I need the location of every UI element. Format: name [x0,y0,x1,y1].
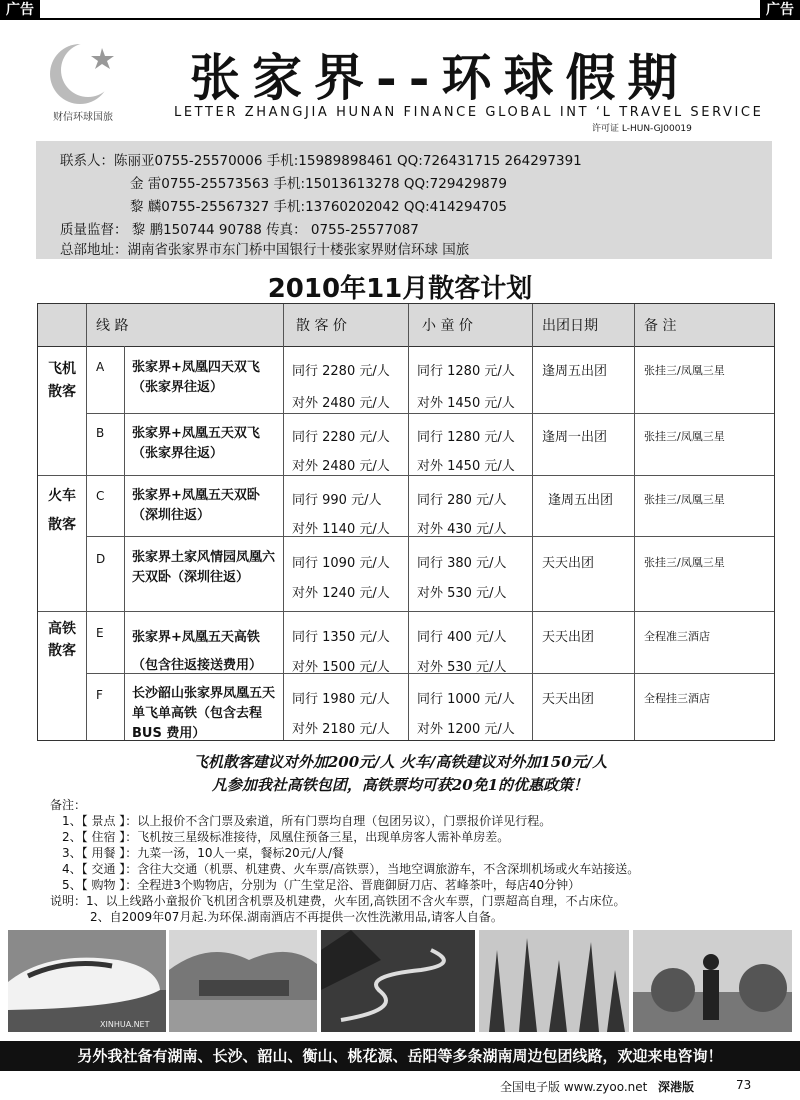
child-price-same: 同行 1280 元/人 [417,364,515,379]
route-note: 张挂三/凤凰三星 [644,364,725,377]
adult-price-same: 同行 1350 元/人 [292,630,390,645]
bottom-banner: 另外我社备有湖南、长沙、韶山、衡山、桃花源、岳阳等多条湖南周边包团线路，欢迎来电咨询！ [0,1041,800,1071]
contact-line: 联系人：陈丽亚0755-25570006 手机:15989898461 QQ:726431715 264297391 [60,153,582,169]
adult-price-same: 同行 990 元/人 [292,493,382,508]
route-code: E [96,626,104,640]
remark-item: 3、【 用餐 】：九菜一汤，10人一桌，餐标20元/人/餐 [62,846,344,860]
logo-text: 财信环球国旅 [53,112,113,123]
plan-title: 2010年11月散客计划 [267,274,533,304]
remark-item: 说明：1、以上线路小童报价飞机团含机票及机建费，火车团,高铁团不含火车票，门票超高自理，不占床位。 [50,894,626,908]
hq-address: 总部地址：湖南省张家界市东门桥中国银行十楼张家界财信环球 国旅 [60,242,470,258]
child-price-same: 同行 1000 元/人 [417,692,515,707]
adult-price-out: 对外 1140 元/人 [292,522,390,537]
adult-price-same: 同行 2280 元/人 [292,364,390,379]
adult-price-out: 对外 1500 元/人 [292,660,390,675]
page-subtitle: LETTER ZHANGJIA HUNAN FINANCE GLOBAL INT ‘L TRAVEL SERVICE [174,105,764,120]
route-note: 全程准三酒店 [644,630,710,643]
remarks-title: 备注： [50,798,87,812]
category-flight-label: 飞机散客 [48,361,76,400]
header-date: 出团日期 [542,318,598,334]
header-adult-price: 散 客 价 [296,318,347,334]
promo-line: 飞机散客建议对外加200元/人 火车/高铁建议对外加150元/人 [192,753,608,771]
table-divider [124,346,125,740]
departure-date: 天天出团 [542,692,595,707]
table-divider [38,475,774,476]
route-code: C [96,489,105,503]
route-note: 全程挂三酒店 [644,692,710,705]
photo-train [8,930,166,1032]
child-price-same: 同行 380 元/人 [417,556,507,571]
license-number: 许可证 L-HUN-GJ00019 [592,124,692,134]
child-price-same: 同行 400 元/人 [417,630,507,645]
ad-label-left: 广告 [0,0,40,20]
contact-line: 金 雷0755-25573563 手机:15013613278 QQ:729429879 [130,176,507,192]
route-note: 张挂三/凤凰三星 [644,556,725,569]
table-divider [86,413,774,414]
route-note: 张挂三/凤凰三星 [644,493,725,506]
adult-price-same: 同行 1090 元/人 [292,556,390,571]
category-flight [42,358,82,404]
child-price-out: 对外 530 元/人 [417,586,507,601]
ad-label-right: 广告 [760,0,800,20]
page-title: 张家界--环球假期 [190,48,690,107]
route-code: B [96,426,105,440]
route-note: 张挂三/凤凰三星 [644,430,725,443]
adult-price-out: 对外 2480 元/人 [292,396,390,411]
footer-edition: 深港版 [658,1080,695,1094]
header-note: 备 注 [644,318,677,334]
photo-peaks [479,930,629,1032]
category-highspeed [42,618,82,662]
route-code: D [96,552,106,566]
contact-line: 黎 麟0755-25567327 手机:13760202042 QQ:414294705 [130,199,507,215]
route-name: 张家界土家风情园凤凰六天双卧（深圳往返） [132,550,276,585]
category-train-label: 火车散客 [48,488,76,533]
header-child-price: 小 童 价 [422,318,473,334]
footer-page-number: 73 [736,1078,752,1092]
adult-price-out: 对外 1240 元/人 [292,586,390,601]
departure-date: 逢周一出团 [542,430,608,445]
remark-item: 2、【 住宿 】：飞机按三星级标准接待，凤凰住预备三星，出现单房客人需补单房差。 [62,830,510,844]
route-name: 张家界+凤凰四天双飞（张家界往返） [132,360,260,395]
table-divider [532,304,533,740]
child-price-out: 对外 1200 元/人 [417,722,515,737]
table-divider [283,304,284,740]
child-price-same: 同行 280 元/人 [417,493,507,508]
departure-date: 天天出团 [542,630,595,645]
departure-date: 逢周五出团 [548,493,614,508]
table-divider [38,611,774,612]
remark-item: 1、【 景点 】：以上报价不含门票及索道，所有门票均自理（包团另议），门票报价详见行程。 [62,814,552,828]
table-header [38,304,774,347]
departure-date: 天天出团 [542,556,595,571]
photo-statue [633,930,792,1032]
table-divider [634,304,635,740]
table-divider [86,304,87,740]
route-code: F [96,688,103,702]
route-name: 张家界+凤凰五天双飞（张家界往返） [132,426,260,461]
header-route: 线 路 [96,318,129,334]
footer-site: 全国电子版 www.zyoo.net [500,1080,648,1094]
child-price-out: 对外 530 元/人 [417,660,507,675]
route-name: 张家界+凤凰五天高铁（包含往返接送费用） [132,630,263,673]
photo-mountain-road [321,930,475,1032]
quality-supervision: 质量监督： 黎 鹏150744 90788 传真： 0755-25577087 [60,222,419,238]
top-rule [0,18,800,20]
departure-date: 逢周五出团 [542,364,608,379]
category-train [42,482,82,540]
remark-item: 2、自2009年07月起.为环保.湖南酒店不再提供一次性洗漱用品,请客人自备。 [90,910,503,924]
remark-item: 5、【 购物 】：全程进3个购物店，分别为（广生堂足浴、晋鹿御厨刀店、茗峰茶叶，每店40分钟） [62,878,581,892]
child-price-same: 同行 1280 元/人 [417,430,515,445]
route-name: 长沙韶山张家界凤凰五天单飞单高铁（包含去程 BUS 费用） [132,686,276,741]
table-divider [408,304,409,740]
price-table [37,303,775,741]
adult-price-same: 同行 1980 元/人 [292,692,390,707]
route-name: 张家界+凤凰五天双卧（深圳往返） [132,488,260,523]
adult-price-out: 对外 2480 元/人 [292,459,390,474]
contact-box [36,141,772,259]
category-highspeed-label: 高铁散客 [48,621,76,659]
child-price-out: 对外 1450 元/人 [417,459,515,474]
promo-line: 凡参加我社高铁包团，高铁票均可获20免1的优惠政策！ [211,776,589,794]
photo-town [169,930,317,1032]
remark-item: 4、【 交通 】：含往大交通（机票、机建费、火车票/高铁票），当地空调旅游车，不含深圳机场或火车站接送。 [62,862,640,876]
adult-price-out: 对外 2180 元/人 [292,722,390,737]
child-price-out: 对外 1450 元/人 [417,396,515,411]
child-price-out: 对外 430 元/人 [417,522,507,537]
route-code: A [96,360,105,374]
adult-price-same: 同行 2280 元/人 [292,430,390,445]
photo-caption: XINHUA.NET [100,1020,150,1029]
